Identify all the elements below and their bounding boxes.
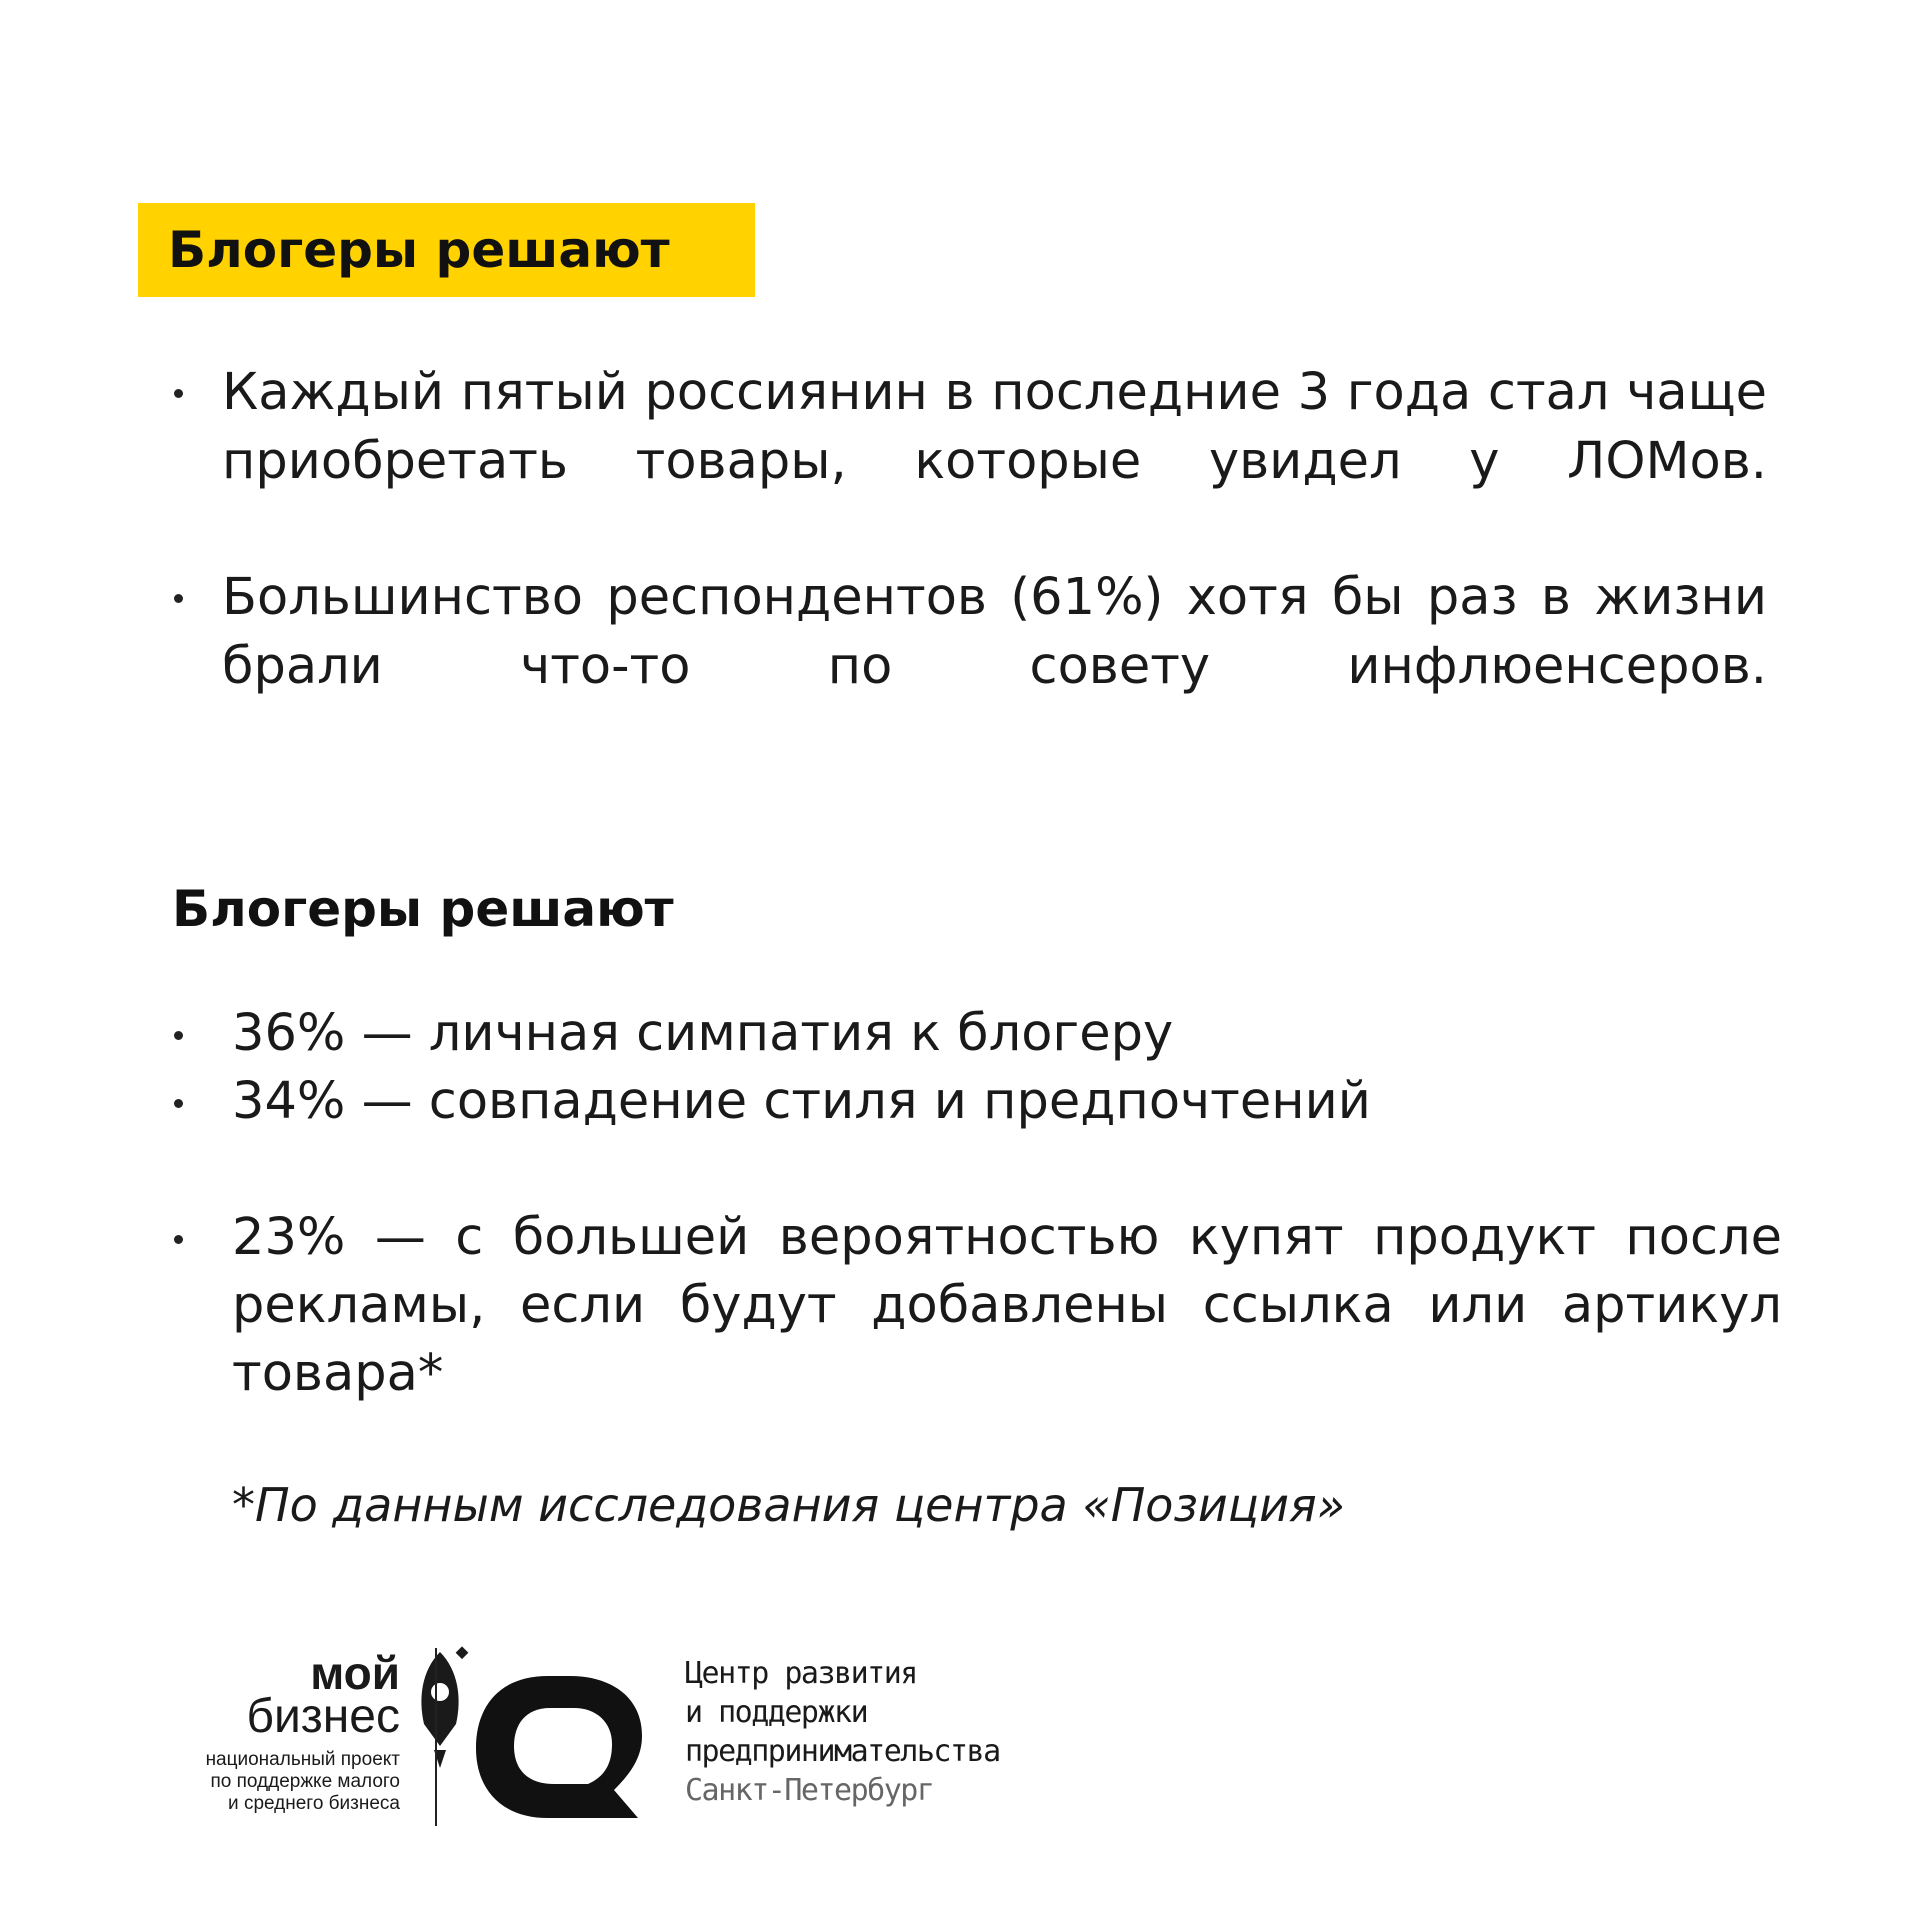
logo-divider xyxy=(435,1648,437,1826)
footer-logos xyxy=(130,1640,1010,1830)
logo-word-bottom: бизнес xyxy=(246,1690,400,1743)
fact-item: 36% — личная симпатия к блогеру xyxy=(172,1000,1782,1068)
section-heading: Блогеры решают xyxy=(172,880,674,938)
heading-label-text: Блогеры решают xyxy=(168,221,670,279)
fact-item: Большинство респондентов (61%) хотя бы раз в жизни брали что-то по совету инфлюенсеров. xyxy=(172,563,1767,701)
fact-item: Каждый пятый россиянин в последние 3 года стал чаще приобретать товары, которые увидел у ЛОМов. xyxy=(172,358,1767,496)
center-logo-text: Центр развития и поддержки предпринимательства Санкт-Петербург xyxy=(685,1656,1000,1808)
logo-word-top: мой xyxy=(310,1647,400,1699)
facts-list-2 xyxy=(172,1000,1782,1408)
speech-bubble-icon xyxy=(470,1668,660,1828)
source-note: *По данным исследования центра «Позиция» xyxy=(232,1478,1346,1532)
heading-label xyxy=(138,203,755,297)
logo-subtitle: национальный проект по поддержке малого и среднего бизнеса xyxy=(205,1749,400,1814)
facts-list-1 xyxy=(172,358,1767,768)
fact-item: 23% — с большей вероятностью купят продукт после рекламы, если будут добавлены ссылка или артикул товара* xyxy=(172,1204,1782,1408)
rocket-icon xyxy=(410,1646,470,1776)
moy-biznes-logo xyxy=(130,1647,400,1815)
fact-item: 34% — совпадение стиля и предпочтений xyxy=(172,1068,1782,1136)
